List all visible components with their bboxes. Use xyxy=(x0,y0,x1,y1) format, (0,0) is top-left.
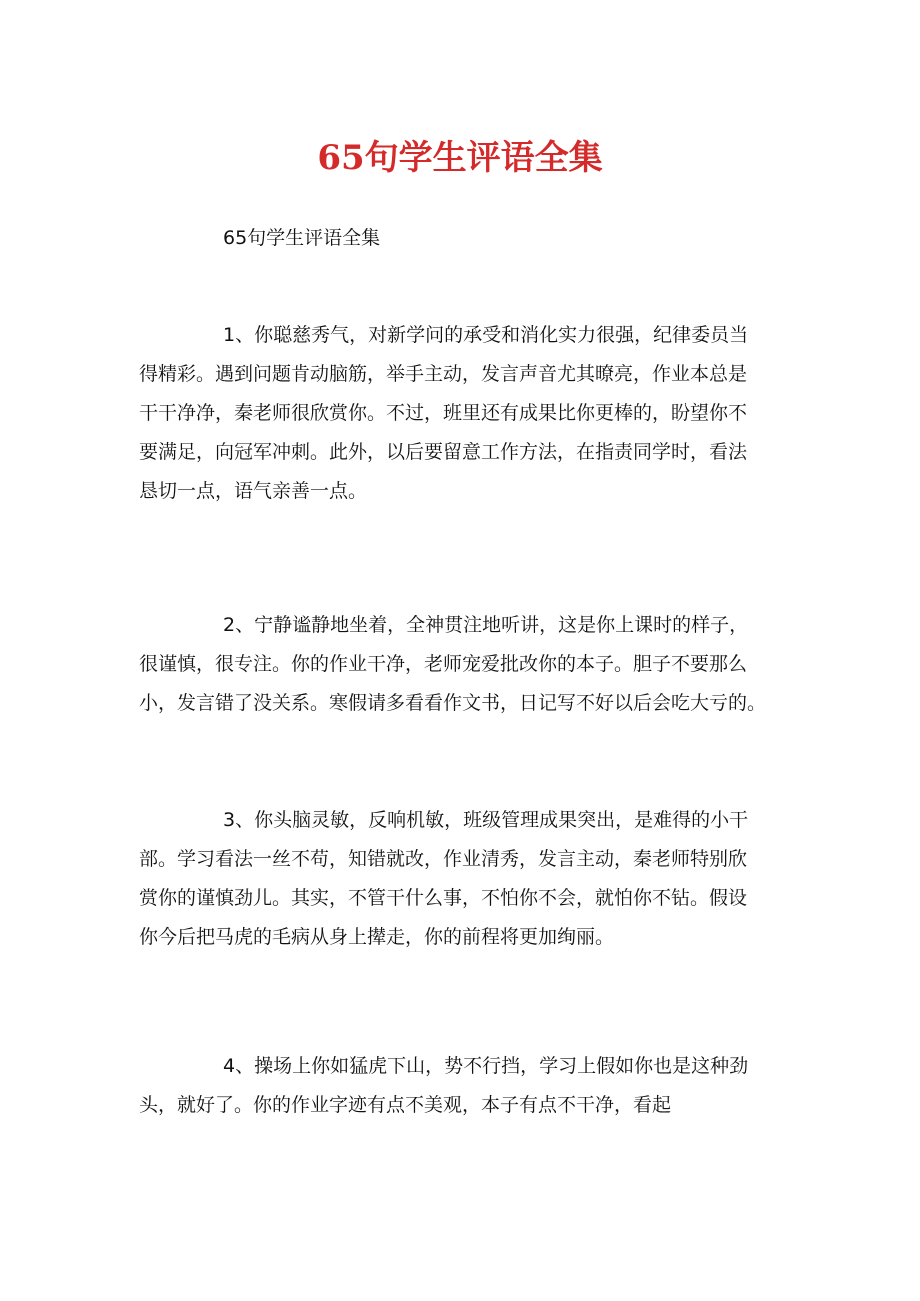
paragraph-line: 4、操场上你如猛虎下山，势不行挡，学习上假如你也是这种劲 xyxy=(223,1055,749,1077)
paragraph-line: 赏你的谨慎劲儿。其实，不管干什么事，不怕你不会，就怕你不钻。假设 xyxy=(139,887,748,909)
paragraph-2 xyxy=(139,606,799,723)
paragraph-line: 头，就好了。你的作业字迹有点不美观，本子有点不干净，看起 xyxy=(139,1094,672,1116)
paragraph-line: 部。学习看法一丝不苟，知错就改，作业清秀，发言主动，秦老师特别欣 xyxy=(139,848,748,870)
paragraph-4 xyxy=(139,1047,799,1125)
paragraph-1 xyxy=(139,316,799,511)
paragraph-line: 2、宁静谧静地坐着，全神贯注地听讲，这是你上课时的样子， xyxy=(223,614,749,636)
paragraph-line: 干干净净，秦老师很欣赏你。不过，班里还有成果比你更棒的，盼望你不 xyxy=(139,402,748,424)
paragraph-line: 小，发言错了没关系。寒假请多看看作文书，日记写不好以后会吃大亏的。 xyxy=(139,692,767,714)
paragraph-line: 你今后把马虎的毛病从身上撵走，你的前程将更加绚丽。 xyxy=(139,926,615,948)
paragraph-line: 1、你聪慈秀气，对新学问的承受和消化实力很强，纪律委员当 xyxy=(223,324,749,346)
paragraph-line: 很谨慎，很专注。你的作业干净，老师宠爱批改你的本子。胆子不要那么 xyxy=(139,653,748,675)
document-subtitle: 65句学生评语全集 xyxy=(223,227,381,249)
paragraph-line: 3、你头脑灵敏，反响机敏，班级管理成果突出，是难得的小干 xyxy=(223,809,749,831)
paragraph-line: 要满足，向冠军冲刺。此外，以后要留意工作方法，在指责同学时，看法 xyxy=(139,441,748,463)
paragraph-3 xyxy=(139,801,799,957)
paragraph-line: 得精彩。遇到问题肯动脑筋，举手主动，发言声音尤其暸亮，作业本总是 xyxy=(139,363,748,385)
paragraph-line: 恳切一点，语气亲善一点。 xyxy=(139,480,368,502)
document-title: 65句学生评语全集 xyxy=(317,138,603,178)
